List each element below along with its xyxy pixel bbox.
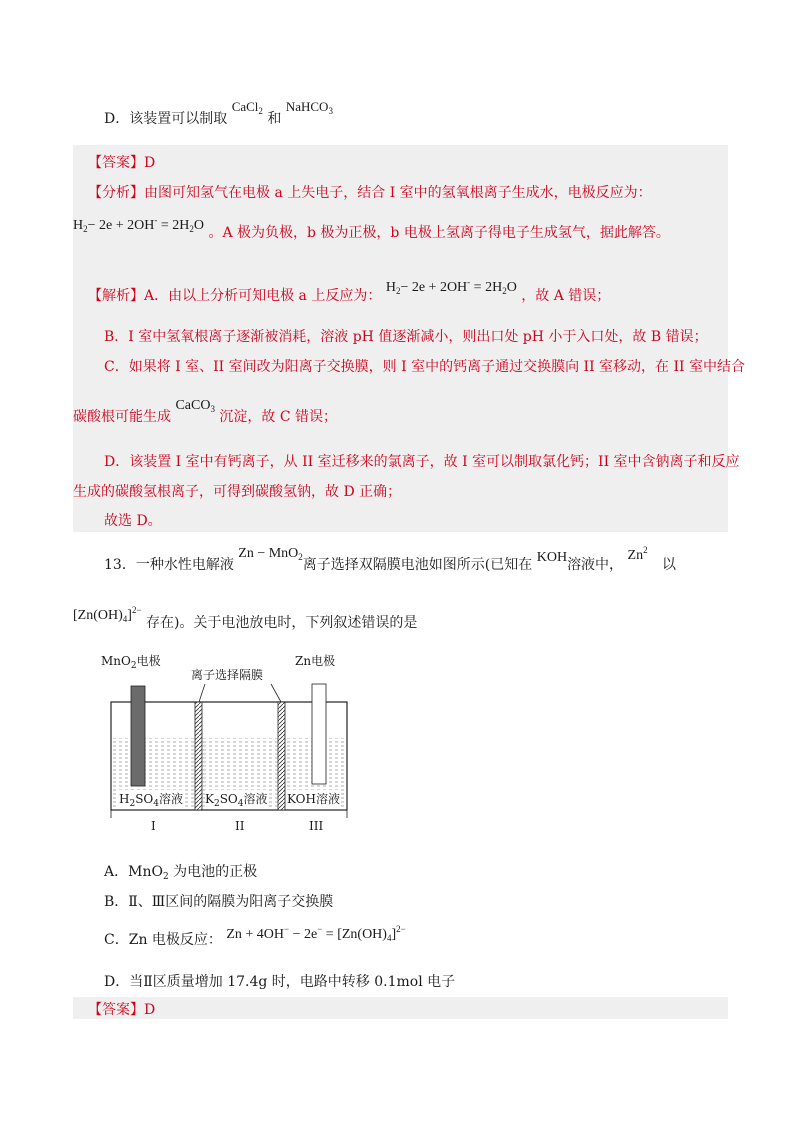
- conclusion: 故选 D。: [104, 513, 162, 529]
- half-reaction-formula: $H_2- 2e + 2OH^- = 2H_2O$: [73, 215, 204, 234]
- answer-block-2: [73, 997, 728, 1019]
- label-membrane: 离子选择隔膜: [191, 668, 264, 682]
- zn-electrode: [312, 684, 326, 784]
- explanation-d-1: D．该装置 I 室中有钙离子，从 II 室迁移来的氯离子，故 I 室可以制取氯化钙；II 室中含钠离子和反应: [104, 454, 740, 470]
- option-13-a: A．MnO$_2$ 为电池的正极: [104, 864, 258, 882]
- explanation-a: 【解析】A．由以上分析可知电极 a 上反应为： $H_2- 2e + 2OH^- = 2H_2O$ ，故 A 错误；: [88, 277, 611, 304]
- option-13-d: D．当Ⅱ区质量增加 17.4g 时，电路中转移 0.1mol 电子: [104, 974, 456, 990]
- explanation-d-2: 生成的碳酸氢根离子，可得到碳酸氢钠，故 D 正确；: [73, 484, 402, 500]
- label-mno2-electrode: MnO$_2$电极: [101, 654, 161, 671]
- question-13-stem: 13．一种水性电解液 Zn − MnO$_2$离子选择双隔膜电池如图所示(已知在 KOH溶液中， Zn$^2$ 以: [104, 545, 677, 573]
- question-13-stem-2: $[Zn(OH)_4]^{2-}$ 存在)。关于电池放电时，下列叙述错误的是: [73, 605, 418, 631]
- label-zn-electrode: Zn电极: [295, 654, 336, 668]
- answer-1: 【答案】D: [88, 155, 156, 171]
- room-3-label: III: [309, 819, 324, 833]
- answer-2: 【答案】D: [88, 1002, 156, 1018]
- solution-3: KOH溶液: [287, 792, 340, 806]
- option-13-c: C．Zn 电极反应： $Zn + 4OH^- - 2e^- = [Zn(OH)_4]^{2-}$: [104, 924, 406, 948]
- room-2-label: II: [235, 819, 245, 833]
- explanation-c-2: 碳酸根可能生成 CaCO$_3$ 沉淀，故 C 错误；: [73, 398, 338, 425]
- explanation-c-1: C．如果将 I 室、II 室间改为阳离子交换膜，则 I 室中的钙离子通过交换膜向 II 室移动，在 II 室中结合: [104, 359, 746, 375]
- room-1-label: I: [151, 819, 156, 833]
- solution-1: $H_2SO_4$溶液: [119, 792, 184, 809]
- battery-diagram: [95, 652, 365, 841]
- analysis-line: 【分析】由图可知氢气在电极 a 上失电子，结合 I 室中的氢氧根离子生成水，电极反应为：: [88, 185, 652, 201]
- solution-2: $K_2SO_4$溶液: [205, 792, 268, 809]
- explanation-b: B．I 室中氢氧根离子逐渐被消耗，溶液 pH 值逐渐减小，则出口处 pH 小于入口处，故 B 错误；: [104, 329, 708, 345]
- analysis-formula-line: $H_2- 2e + 2OH^- = 2H_2O$ 。A 极为负极，b 极为正极，b 电极上氢离子得电子生成氢气，据此解答。: [73, 215, 670, 241]
- option-13-b: B．Ⅱ、Ⅲ区间的隔膜为阳离子交换膜: [104, 894, 334, 910]
- membrane-right: [278, 702, 285, 810]
- mno2-electrode: [131, 686, 145, 786]
- option-d-prev: D．该装置可以制取 CaCl$_2$ 和 NaHCO$_3$: [104, 99, 333, 127]
- membrane-left: [195, 702, 202, 810]
